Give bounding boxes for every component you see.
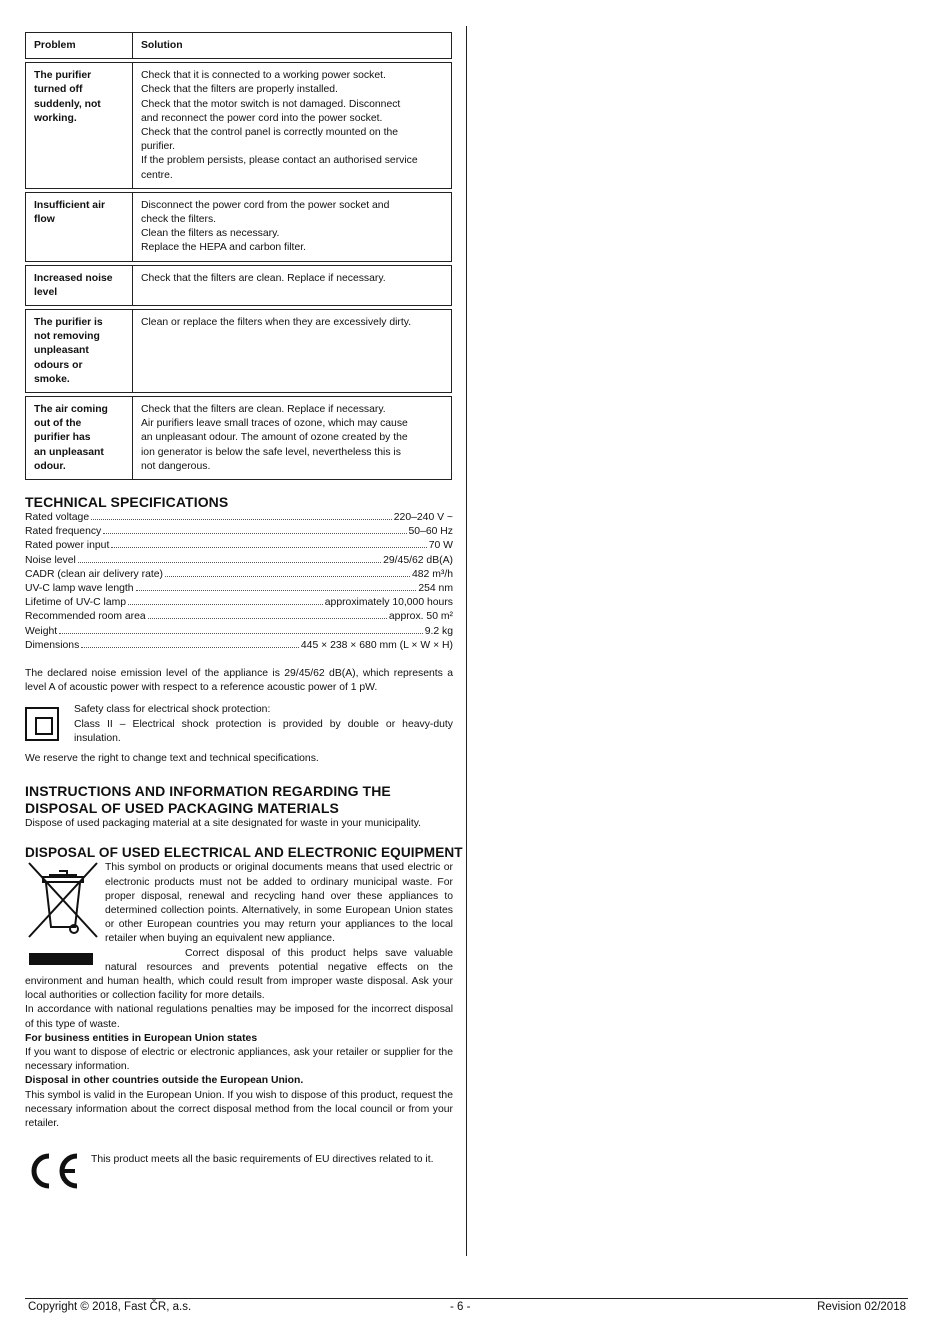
noise-note: The declared noise emission level of the appliance is 29/45/62 dB(A), which represents a level A of acoustic power with respect to a reference acoustic power of 1 pW. — [25, 667, 453, 694]
table-header-row — [26, 33, 452, 59]
solution-line: Clean or replace the filters when they are excessively dirty. — [141, 317, 412, 329]
spec-label: Dimensions — [25, 639, 80, 651]
spec-row — [25, 511, 453, 525]
outside-eu-text: This symbol is valid in the European Union. If you wish to dispose of this product, request the necessary information about the correct disposal method from the local council or from your retailer. — [25, 1089, 453, 1130]
weee-bin-icon — [25, 861, 105, 973]
safety-class-block — [25, 703, 453, 746]
solution-cell — [133, 310, 452, 393]
solution-line: Check that it is connected to a working power socket. — [141, 70, 386, 82]
packaging-heading-line2: DISPOSAL OF USED PACKAGING MATERIALS — [25, 800, 339, 817]
spec-row — [25, 596, 453, 610]
left-column — [25, 32, 463, 1194]
problem-line: working. — [34, 112, 77, 124]
problem-cell — [26, 265, 133, 305]
problem-line: not removing — [34, 331, 100, 343]
spec-label: Recommended room area — [25, 611, 146, 623]
solution-cell — [133, 265, 452, 305]
solution-line: ion generator is below the safe level, nevertheless this is — [141, 446, 401, 458]
solution-line: check the filters. — [141, 214, 217, 226]
spec-label: Rated frequency — [25, 526, 102, 538]
problem-line: The purifier is — [34, 317, 103, 329]
spec-row — [25, 610, 453, 624]
solution-line: Check that the filters are clean. Replace if necessary. — [141, 404, 386, 416]
spec-value: 254 nm — [418, 583, 453, 595]
weee-block — [25, 861, 453, 1131]
spec-value: 50–60 Hz — [408, 526, 453, 538]
spec-row — [25, 582, 453, 596]
spec-label: UV-C lamp wave length — [25, 583, 134, 595]
table-row — [26, 397, 452, 480]
problem-line: smoke. — [34, 373, 70, 385]
header-problem: Problem — [26, 33, 133, 59]
spec-label: Weight — [25, 625, 58, 637]
outside-eu-heading: Disposal in other countries outside the European Union. — [25, 1075, 304, 1087]
footer-rule — [25, 1298, 908, 1299]
solution-line: Air purifiers leave small traces of ozone, which may cause — [141, 418, 408, 430]
problem-line: turned off — [34, 84, 83, 96]
problem-line: an unpleasant — [34, 446, 104, 458]
solution-line: Check that the motor switch is not damaged. Disconnect — [141, 98, 401, 110]
table-row — [26, 192, 452, 261]
problem-line: odours or — [34, 359, 83, 371]
class-ii-icon — [25, 707, 59, 741]
solution-cell — [133, 192, 452, 261]
problem-line: Increased noise — [34, 272, 113, 284]
business-heading: For business entities in European Union states — [25, 1032, 258, 1044]
spec-label: Rated power input — [25, 540, 110, 552]
problem-line: suddenly, not — [34, 98, 101, 110]
spec-value: 482 m³/h — [411, 568, 453, 580]
spec-row — [25, 539, 453, 553]
troubleshooting-table — [25, 32, 452, 480]
ce-text: This product meets all the basic requirements of EU directives related to it. — [91, 1154, 434, 1166]
table-row — [26, 265, 452, 305]
packaging-heading-line1: INSTRUCTIONS AND INFORMATION REGARDING THE — [25, 783, 391, 800]
solution-line: Clean the filters as necessary. — [141, 228, 280, 240]
spec-value: approximately 10,000 hours — [324, 597, 453, 609]
spec-value: 220–240 V ~ — [393, 512, 453, 524]
spec-row — [25, 639, 453, 653]
problem-cell — [26, 192, 133, 261]
safety-class-text: Class II – Electrical shock protection is provided by double or heavy-duty insulation. — [74, 718, 453, 744]
header-solution: Solution — [133, 33, 452, 59]
solution-line: Check that the control panel is correctly mounted on the — [141, 127, 399, 139]
weee-paragraph-2: Correct disposal of this product helps save valuable natural resources and prevents potential negative effects on the environment and human health, which could result from improper waste disposal. Ask your local authorities or collection facility for more details. — [25, 947, 453, 1002]
weee-paragraph-3: In accordance with national regulations penalties may be imposed for the incorrect disposal of this type of waste. — [25, 1004, 453, 1030]
spec-label: CADR (clean air delivery rate) — [25, 568, 164, 580]
safety-class-title: Safety class for electrical shock protection: — [74, 704, 271, 716]
spec-row — [25, 525, 453, 539]
spec-value: approx. 50 m² — [388, 611, 453, 623]
problem-line: purifier has — [34, 432, 91, 444]
tech-specs-heading: TECHNICAL SPECIFICATIONS — [25, 494, 229, 511]
problem-line: The air coming — [34, 404, 108, 416]
solution-line: an unpleasant odour. The amount of ozone created by the — [141, 432, 408, 444]
column-divider — [466, 26, 467, 1256]
ce-block — [25, 1153, 453, 1194]
solution-line: purifier. — [141, 141, 176, 153]
footer-revision: Revision 02/2018 — [817, 1301, 906, 1313]
solution-cell — [133, 63, 452, 189]
weee-heading: DISPOSAL OF USED ELECTRICAL AND ELECTRONIC EQUIPMENT — [25, 845, 463, 861]
solution-line: Check that the filters are clean. Replace if necessary. — [141, 272, 386, 284]
problem-line: odour. — [34, 460, 66, 472]
business-text: If you want to dispose of electric or electronic appliances, ask your retailer or supplier for the necessary information. — [25, 1047, 453, 1073]
spec-row — [25, 554, 453, 568]
footer-copyright: Copyright © 2018, Fast ČR, a.s. — [28, 1301, 192, 1313]
table-row — [26, 310, 452, 393]
solution-line: not dangerous. — [141, 460, 211, 472]
spec-value: 70 W — [428, 540, 453, 552]
problem-cell — [26, 310, 133, 393]
spec-list — [25, 511, 453, 653]
problem-line: flow — [34, 214, 55, 226]
solution-line: Check that the filters are properly installed. — [141, 84, 338, 96]
table-row — [26, 63, 452, 189]
spec-row — [25, 568, 453, 582]
problem-cell — [26, 63, 133, 189]
solution-line: centre. — [141, 169, 173, 181]
problem-cell — [26, 397, 133, 480]
spec-value: 445 × 238 × 680 mm (L × W × H) — [300, 639, 453, 651]
spec-label: Rated voltage — [25, 512, 90, 524]
spec-row — [25, 625, 453, 639]
solution-cell — [133, 397, 452, 480]
spec-value: 9.2 kg — [424, 625, 453, 637]
reserve-note: We reserve the right to change text and technical specifications. — [25, 752, 319, 764]
problem-line: level — [34, 286, 58, 298]
packaging-text: Dispose of used packaging material at a site designated for waste in your municipality. — [25, 818, 422, 830]
problem-line: unpleasant — [34, 345, 89, 357]
footer-page-number: - 6 - — [450, 1301, 471, 1313]
spec-label: Lifetime of UV-C lamp — [25, 597, 127, 609]
ce-mark-icon — [25, 1153, 81, 1194]
problem-line: Insufficient air — [34, 199, 106, 211]
solution-line: If the problem persists, please contact an authorised service — [141, 155, 418, 167]
problem-line: The purifier — [34, 70, 92, 82]
solution-line: Disconnect the power cord from the power socket and — [141, 199, 390, 211]
problem-line: out of the — [34, 418, 82, 430]
spec-label: Noise level — [25, 554, 76, 566]
spec-value: 29/45/62 dB(A) — [383, 554, 453, 566]
weee-paragraph-1: This symbol on products or original documents means that used electric or electronic products must not be added to ordinary municipal waste. For proper disposal, renewal and recycling hand over these appliances to determined collection points. Alternatively, in some European Union states or other European countries you may return your appliances to the local retailer when buying an equivalent new appliance. — [105, 862, 453, 945]
solution-line: Replace the HEPA and carbon filter. — [141, 242, 307, 254]
solution-line: and reconnect the power cord into the power socket. — [141, 112, 383, 124]
